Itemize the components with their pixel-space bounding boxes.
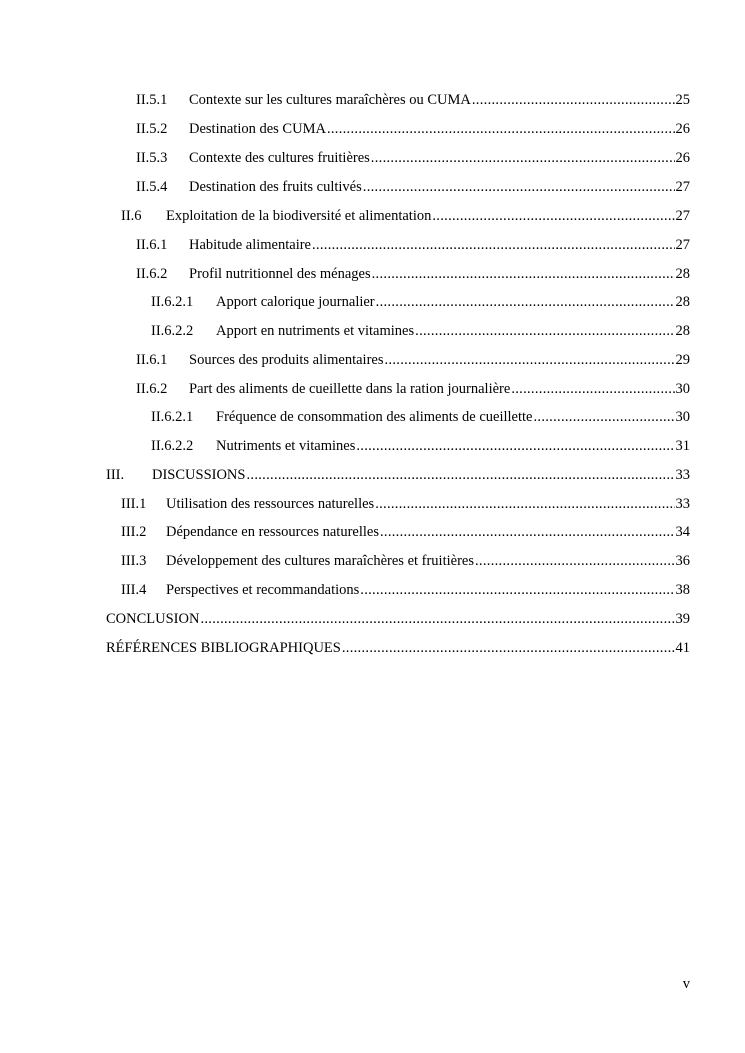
toc-entry-page[interactable]: 28 xyxy=(675,323,690,339)
toc-entry-title[interactable]: Destination des CUMA xyxy=(189,121,326,137)
toc-entry-page[interactable]: 33 xyxy=(675,467,690,483)
toc-entry-number: II.6.1 xyxy=(136,352,168,368)
toc-entry-page[interactable]: 36 xyxy=(675,553,690,569)
toc-entry[interactable] xyxy=(136,119,690,139)
toc-leader-dots xyxy=(363,177,675,197)
toc-entry-page[interactable]: 25 xyxy=(675,92,690,108)
toc-entry-number: II.6.2.1 xyxy=(151,294,194,310)
toc-entry-page[interactable]: 39 xyxy=(675,611,690,627)
toc-entry-title[interactable]: Profil nutritionnel des ménages xyxy=(189,266,371,282)
toc-entry-title[interactable]: Part des aliments de cueillette dans la ration journalière xyxy=(189,381,511,397)
toc-entry-number: II.6.2 xyxy=(136,266,168,282)
toc-entry-title[interactable]: Destination des fruits cultivés xyxy=(189,179,362,195)
toc-leader-dots xyxy=(472,90,675,110)
toc-entry-page[interactable]: 28 xyxy=(675,266,690,282)
toc-entry-page[interactable]: 34 xyxy=(675,524,690,540)
toc-leader-dots xyxy=(356,436,674,456)
toc-entry[interactable] xyxy=(136,379,690,399)
toc-entry-number: II.5.1 xyxy=(136,92,168,108)
toc-entry[interactable] xyxy=(121,522,690,542)
toc-entry-number: II.6.1 xyxy=(136,237,168,253)
toc-entry[interactable] xyxy=(151,436,690,456)
toc-entry[interactable] xyxy=(136,148,690,168)
toc-entry-number: II.6.2.2 xyxy=(151,438,194,454)
toc-leader-dots xyxy=(533,407,674,427)
toc-entry-title[interactable]: Utilisation des ressources naturelles xyxy=(166,496,375,512)
toc-entry[interactable] xyxy=(151,407,690,427)
toc-entry-page[interactable]: 26 xyxy=(675,121,690,137)
toc-leader-dots xyxy=(371,148,675,168)
toc-entry[interactable] xyxy=(136,350,690,370)
toc-leader-dots xyxy=(246,465,674,485)
toc-entry-title[interactable]: Sources des produits alimentaires xyxy=(189,352,384,368)
toc-leader-dots xyxy=(312,235,675,255)
toc-entry[interactable] xyxy=(151,321,690,341)
toc-entry-number: III.4 xyxy=(121,582,147,598)
toc-leader-dots xyxy=(376,292,675,312)
toc-entry-title[interactable]: Fréquence de consommation des aliments de cueillette xyxy=(216,409,533,425)
toc-leader-dots xyxy=(375,494,674,514)
toc-leader-dots xyxy=(415,321,674,341)
toc-entry-number: II.6.2.1 xyxy=(151,409,194,425)
toc-entry-title[interactable]: RÉFÉRENCES BIBLIOGRAPHIQUES xyxy=(106,640,341,656)
toc-leader-dots xyxy=(380,522,675,542)
toc-leader-dots xyxy=(360,580,674,600)
toc-entry-number: III.2 xyxy=(121,524,147,540)
toc-entry-title[interactable]: Développement des cultures maraîchères et fruitières xyxy=(166,553,474,569)
toc-entry-title[interactable]: Apport calorique journalier xyxy=(216,294,375,310)
toc-leader-dots xyxy=(200,609,674,629)
toc-entry-title[interactable]: Perspectives et recommandations xyxy=(166,582,360,598)
toc-entry-title[interactable]: Contexte des cultures fruitières xyxy=(189,150,370,166)
toc-entry-title[interactable]: DISCUSSIONS xyxy=(152,467,246,483)
toc-entry-page[interactable]: 27 xyxy=(675,208,690,224)
toc-entry-number: II.6.2.2 xyxy=(151,323,194,339)
toc-entry-number: III.3 xyxy=(121,553,147,569)
toc-entry-page[interactable]: 31 xyxy=(675,438,690,454)
toc-entry-page[interactable]: 38 xyxy=(675,582,690,598)
toc-leader-dots xyxy=(342,638,675,658)
toc-entry-number: II.5.2 xyxy=(136,121,168,137)
toc-entry[interactable] xyxy=(136,90,690,110)
toc-entry-page[interactable]: 30 xyxy=(675,409,690,425)
toc-entry[interactable] xyxy=(121,580,690,600)
toc-entry[interactable] xyxy=(151,292,690,312)
toc-entry[interactable] xyxy=(121,551,690,571)
toc-entry-number: III.1 xyxy=(121,496,147,512)
page-number: v xyxy=(682,976,690,992)
toc-entry-title[interactable]: Nutriments et vitamines xyxy=(216,438,356,454)
toc-entry-title[interactable]: Habitude alimentaire xyxy=(189,237,311,253)
toc-entry-number: II.6 xyxy=(121,208,142,224)
toc-leader-dots xyxy=(432,206,674,226)
toc-entry-number: II.6.2 xyxy=(136,381,168,397)
toc-leader-dots xyxy=(372,264,675,284)
toc-entry[interactable] xyxy=(136,235,690,255)
toc-entry-page[interactable]: 27 xyxy=(675,179,690,195)
toc-entry-title[interactable]: Dépendance en ressources naturelles xyxy=(166,524,379,540)
toc-entry-number: II.5.3 xyxy=(136,150,168,166)
toc-entry[interactable] xyxy=(106,609,690,629)
toc-entry[interactable] xyxy=(136,264,690,284)
toc-entry-title[interactable]: Contexte sur les cultures maraîchères ou CUMA xyxy=(189,92,471,108)
toc-entry-title[interactable]: Exploitation de la biodiversité et alimentation xyxy=(166,208,432,224)
toc-entry[interactable] xyxy=(106,465,690,485)
toc-entry-page[interactable]: 27 xyxy=(675,237,690,253)
toc-entry-page[interactable]: 26 xyxy=(675,150,690,166)
toc-entry[interactable] xyxy=(121,206,690,226)
toc-entry-title[interactable]: CONCLUSION xyxy=(106,611,200,627)
toc-entry-page[interactable]: 33 xyxy=(675,496,690,512)
toc-entry[interactable] xyxy=(136,177,690,197)
toc-entry[interactable] xyxy=(106,638,690,658)
toc-entry-number: III. xyxy=(106,467,125,483)
toc-entry-number: II.5.4 xyxy=(136,179,168,195)
toc-entry-page[interactable]: 30 xyxy=(675,381,690,397)
toc-leader-dots xyxy=(385,350,675,370)
toc-leader-dots xyxy=(327,119,675,139)
toc-entry-title[interactable]: Apport en nutriments et vitamines xyxy=(216,323,415,339)
toc-entry-page[interactable]: 41 xyxy=(675,640,690,656)
toc-entry-page[interactable]: 29 xyxy=(675,352,690,368)
toc-leader-dots xyxy=(475,551,675,571)
toc-entry[interactable] xyxy=(121,494,690,514)
toc-entry-page[interactable]: 28 xyxy=(675,294,690,310)
toc-leader-dots xyxy=(511,379,674,399)
